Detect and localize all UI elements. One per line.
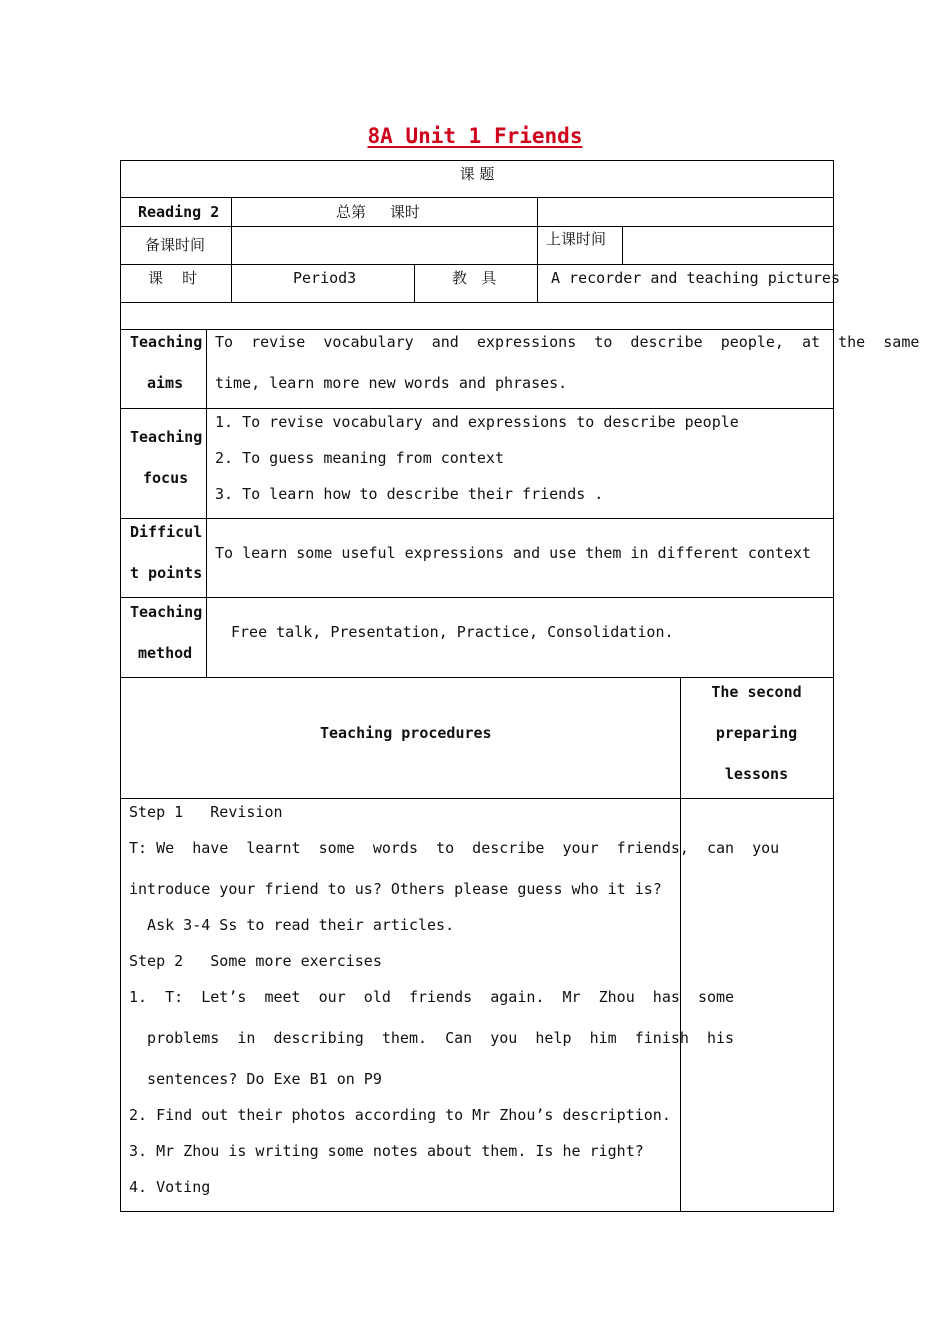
focus-label: Teaching — [130, 428, 203, 446]
divider — [120, 303, 121, 330]
divider — [231, 197, 232, 303]
prep-time-label: 备课时间 — [145, 236, 206, 254]
divider — [120, 597, 834, 598]
divider — [120, 197, 834, 198]
focus-label: focus — [143, 469, 189, 487]
second-preparing-label: The second — [711, 683, 802, 701]
difficult-text: To learn some useful expressions and use them in different context — [215, 544, 812, 562]
procedure-line: introduce your friend to us? Others please guess who it is? — [129, 880, 662, 898]
aims-label: Teaching — [130, 333, 203, 351]
divider — [120, 798, 834, 799]
procedure-line: Ask 3-4 Ss to read their articles. — [129, 916, 455, 934]
divider — [622, 226, 623, 264]
divider — [120, 408, 834, 409]
divider — [120, 226, 834, 227]
procedure-line: Step 1 Revision — [129, 803, 283, 821]
divider — [414, 264, 415, 303]
method-label: method — [138, 644, 193, 662]
tools-label: 教 具 — [452, 269, 497, 287]
divider — [120, 264, 834, 265]
focus-item: 2. To guess meaning from context — [215, 449, 504, 467]
procedure-line: 4. Voting — [129, 1178, 211, 1196]
divider — [680, 677, 681, 1212]
procedure-line: 3. Mr Zhou is writing some notes about them. Is he right? — [129, 1142, 644, 1160]
procedure-line: sentences? Do Exe B1 on P9 — [129, 1070, 382, 1088]
second-preparing-label: preparing — [715, 724, 798, 742]
aims-text: time, learn more new words and phrases. — [215, 374, 568, 392]
method-label: Teaching — [130, 603, 203, 621]
period-value: Period3 — [293, 269, 357, 287]
procedure-line: 2. Find out their photos according to Mr Zhou’s description. — [129, 1106, 671, 1124]
focus-item: 1. To revise vocabulary and expressions to describe people — [215, 413, 739, 431]
procedure-line: Step 2 Some more exercises — [129, 952, 382, 970]
divider — [120, 518, 834, 519]
class-time-label: 上课时间 — [546, 230, 607, 248]
aims-text: To revise vocabulary and expressions to describe people, at the same — [215, 333, 920, 351]
difficult-label: t points — [130, 564, 203, 582]
tools-value: A recorder and teaching pictures — [551, 269, 840, 287]
divider — [537, 197, 538, 303]
second-preparing-label: lessons — [724, 765, 789, 783]
document-title: 8A Unit 1 Friends — [367, 124, 583, 148]
procedures-table — [120, 677, 834, 1212]
aims-label: aims — [147, 374, 184, 392]
method-text: Free talk, Presentation, Practice, Consolidation. — [231, 623, 674, 641]
lesson-name: Reading 2 — [138, 203, 220, 221]
period-label: 课 时 — [148, 269, 198, 287]
total-period-label: 总第 课时 — [336, 203, 420, 221]
focus-item: 3. To learn how to describe their friends . — [215, 485, 604, 503]
procedure-line: 1. T: Let’s meet our old friends again. Mr Zhou has some — [129, 988, 735, 1006]
divider — [833, 303, 834, 330]
divider — [206, 329, 207, 678]
difficult-label: Difficul — [130, 523, 203, 541]
topic-label: 课 题 — [459, 165, 495, 183]
procedures-heading: Teaching procedures — [320, 724, 492, 742]
procedure-line: T: We have learnt some words to describe your friends, can you — [129, 839, 780, 857]
procedure-line: problems in describing them. Can you help him finish his — [129, 1029, 735, 1047]
